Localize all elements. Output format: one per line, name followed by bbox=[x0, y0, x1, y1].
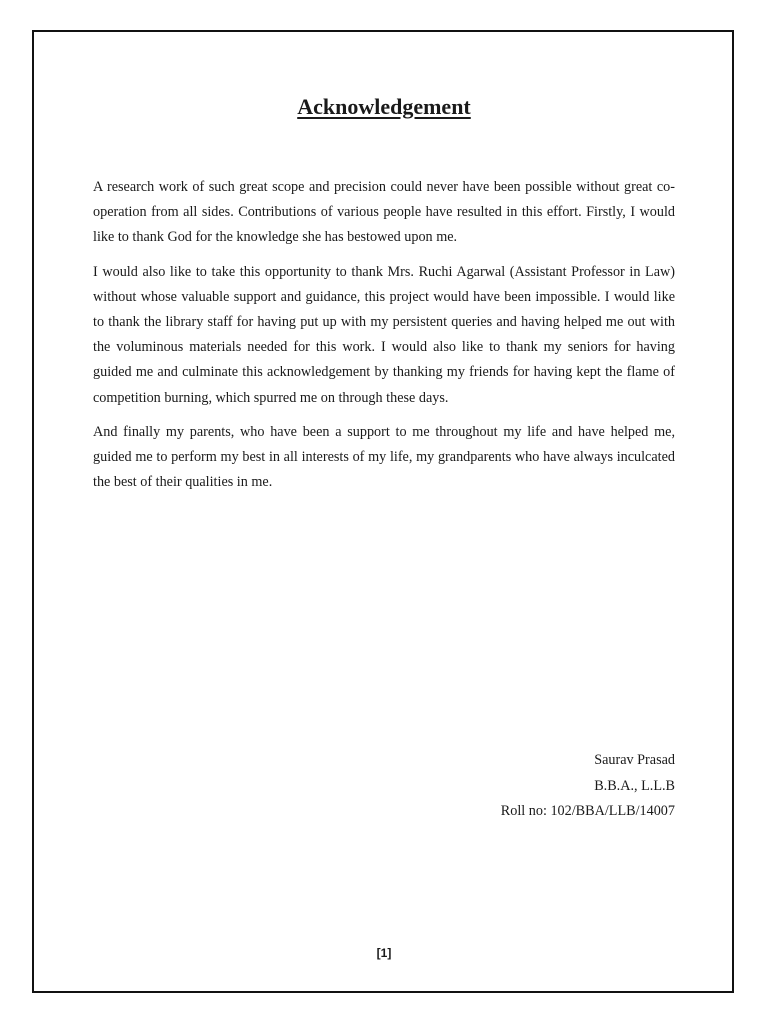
paragraph-2: I would also like to take this opportunity to thank Mrs. Ruchi Agarwal (Assistant Professor in Law) without whose valuable support and guidance, this project would have been impossible. I would like to thank the library staff for having put up with my persistent queries and having helped me out with the voluminous materials needed for this work. I would also like to thank my seniors for having guided me and culminate this acknowledgement by thanking my friends for having kept the flame of competition burning, which spurred me on through these days. bbox=[93, 263, 675, 406]
signature-name: Saurav Prasad bbox=[594, 752, 675, 768]
signature-block bbox=[501, 748, 675, 825]
paragraph-1: A research work of such great scope and precision could never have been possible without great co-operation from all sides. Contributions of various people have resulted in this effort. Firstly, I would like to thank God for the knowledge she has bestowed upon me. bbox=[93, 179, 675, 246]
paragraph-3: And finally my parents, who have been a support to me throughout my life and have helped me, guided me to perform my best in all interests of my life, my grandparents who have always inculcated the best of their qualities in me. bbox=[93, 423, 675, 491]
signature-degree: B.B.A., L.L.B bbox=[594, 777, 675, 794]
signature-roll-no: Roll no: 102/BBA/LLB/14007 bbox=[500, 803, 675, 819]
page-number: [1] bbox=[376, 946, 392, 960]
body-text bbox=[93, 175, 675, 504]
page-title: Acknowledgement bbox=[297, 94, 471, 119]
